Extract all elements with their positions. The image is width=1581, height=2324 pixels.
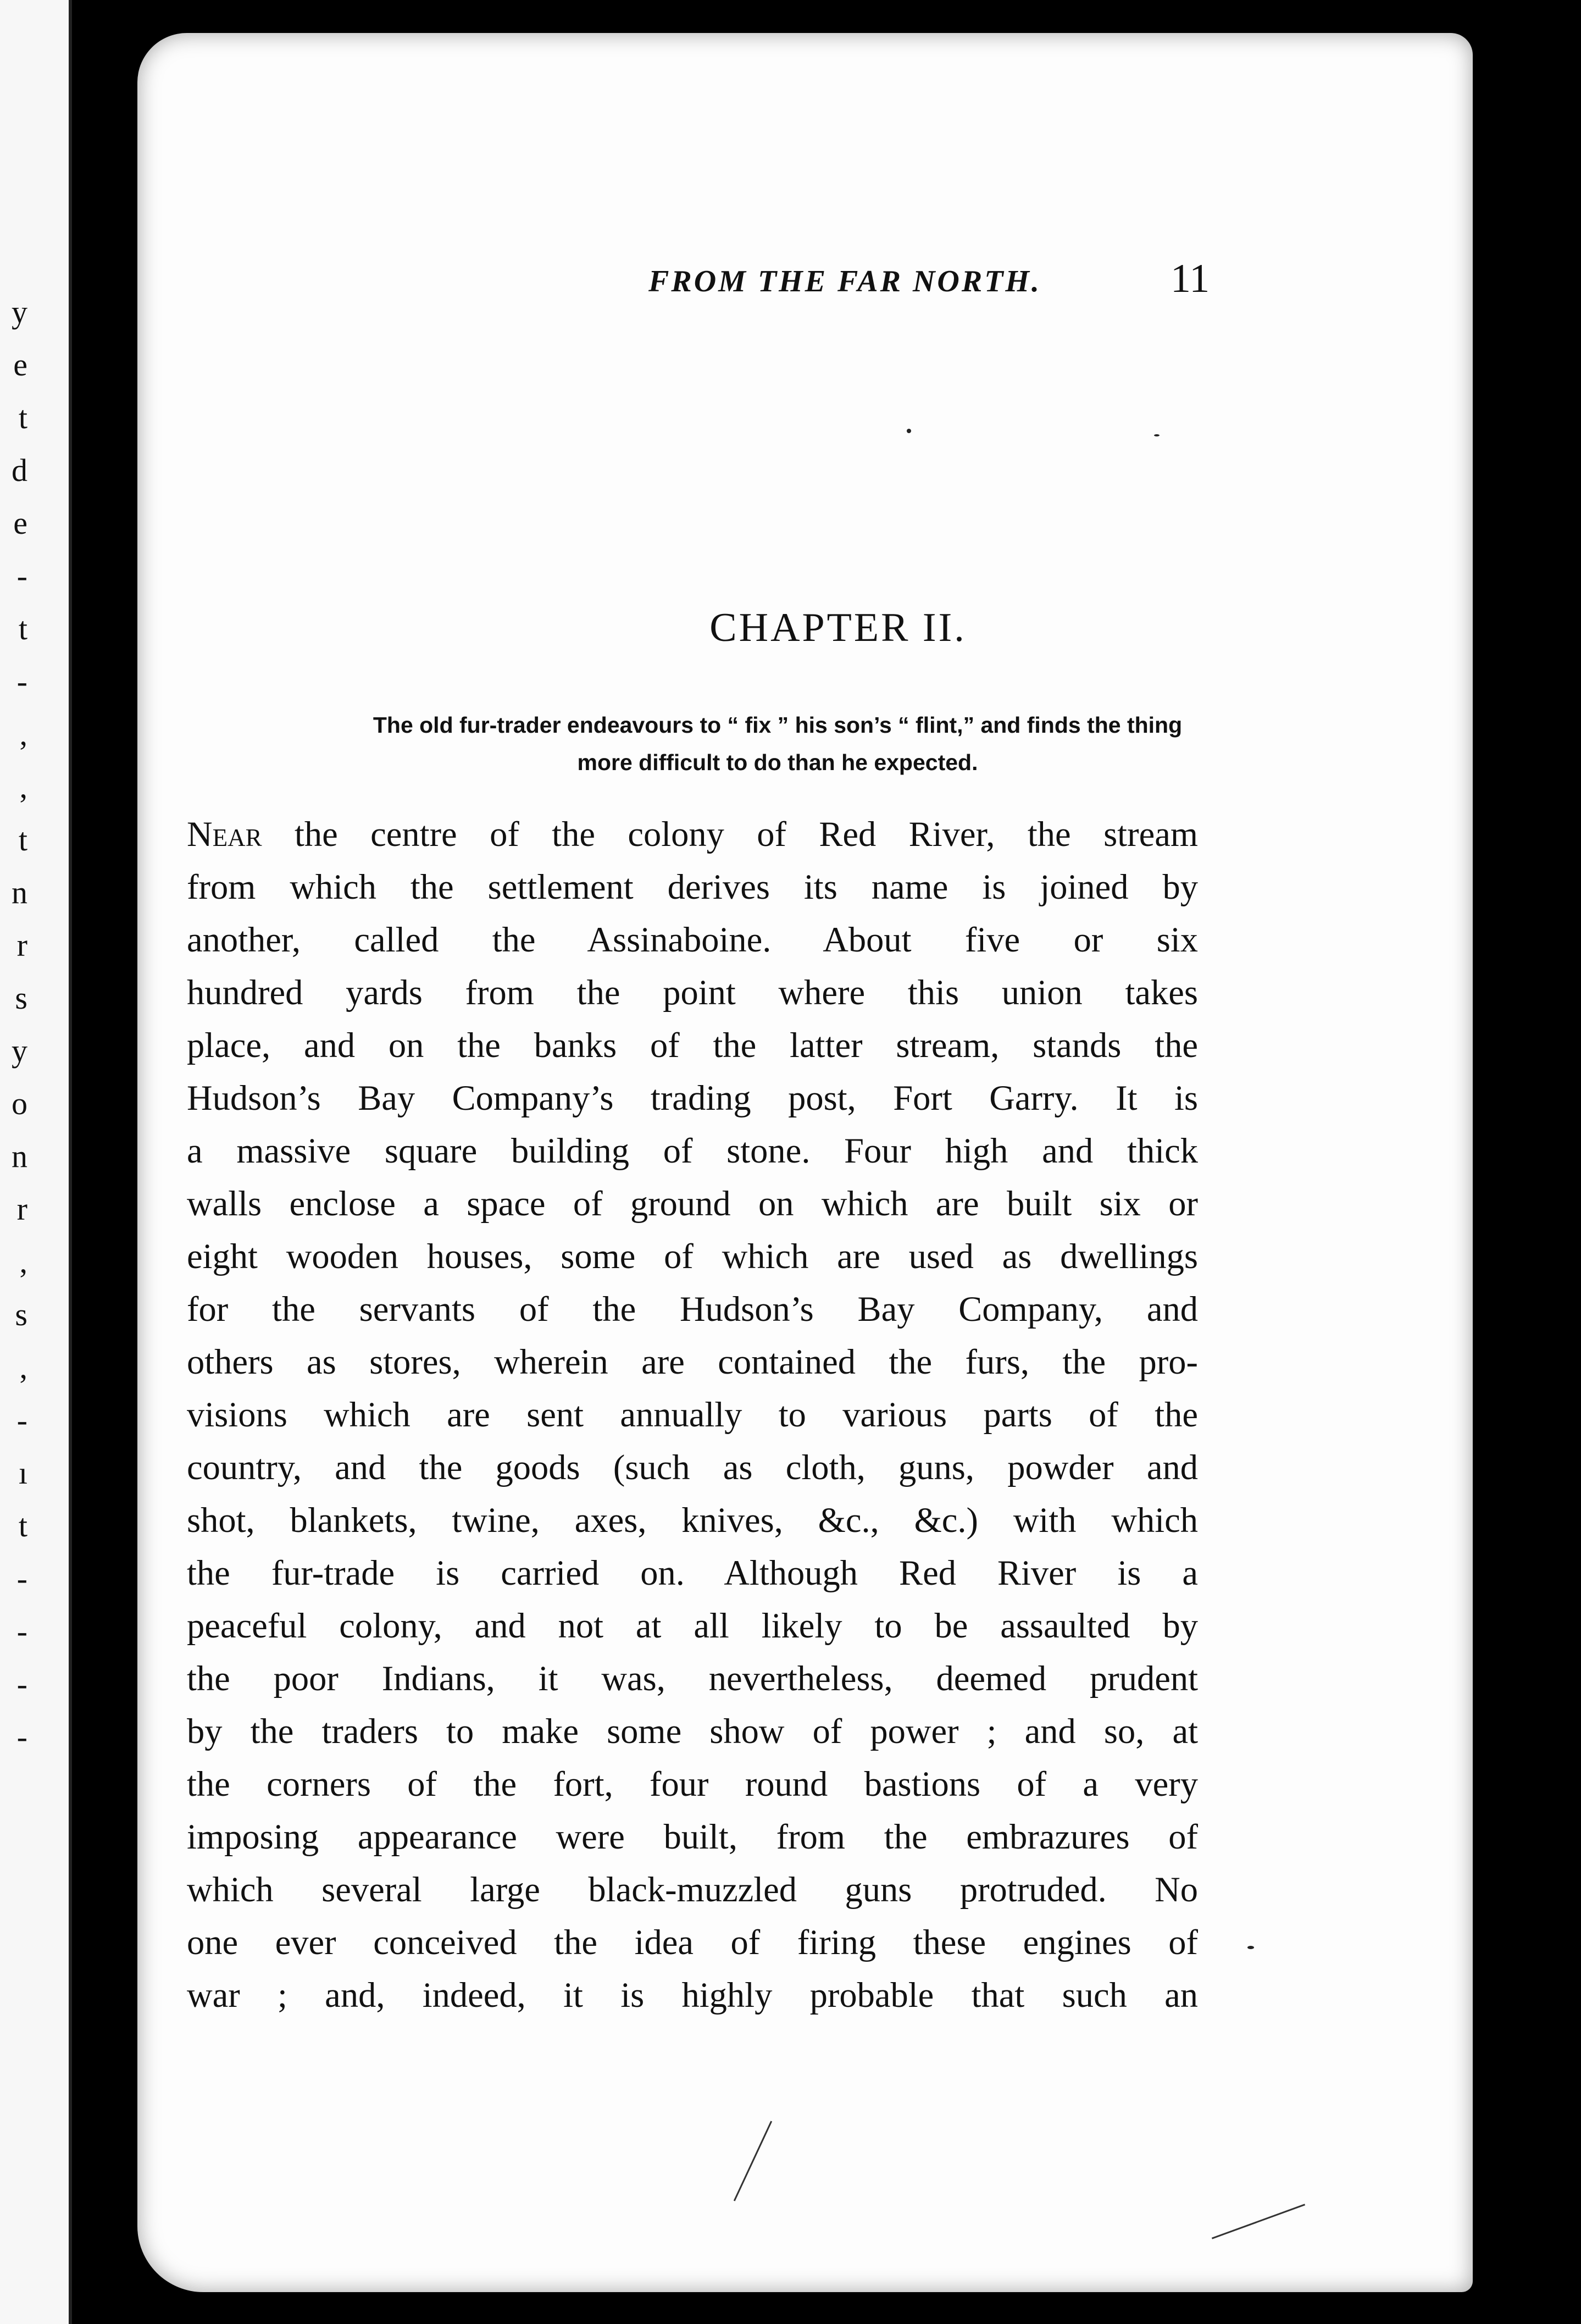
adjacent-page-strip bbox=[0, 0, 72, 2324]
body-line: eight wooden houses, some of which are used as dwellings bbox=[187, 1237, 1198, 1276]
adjacent-page-char: r bbox=[16, 927, 27, 963]
adjacent-page-char: - bbox=[16, 1719, 27, 1755]
adjacent-page-char: t bbox=[18, 1508, 27, 1543]
body-line: by the traders to make some show of power ; and so, at bbox=[187, 1712, 1198, 1751]
body-line: the fur-trade is carried on. Although Red River is a bbox=[187, 1553, 1198, 1592]
book-page bbox=[137, 33, 1473, 2292]
adjacent-page-char: y bbox=[12, 1033, 27, 1069]
adjacent-page-char: - bbox=[16, 1613, 27, 1649]
body-line bbox=[187, 808, 1198, 861]
scan-speck bbox=[1154, 434, 1160, 436]
adjacent-page-char: - bbox=[16, 558, 27, 594]
adjacent-page-char: y bbox=[12, 294, 27, 330]
adjacent-page-char: , bbox=[19, 716, 27, 752]
adjacent-page-char: n bbox=[12, 1138, 27, 1174]
adjacent-page-char: , bbox=[19, 1349, 27, 1385]
body-line: for the servants of the Hudson’s Bay Company, and bbox=[187, 1290, 1198, 1329]
adjacent-page-char: t bbox=[18, 400, 27, 435]
adjacent-page-char: - bbox=[16, 1561, 27, 1596]
body-line: from which the settlement derives its name is joined by bbox=[187, 867, 1198, 906]
adjacent-page-char: t bbox=[18, 822, 27, 857]
body-line: country, and the goods (such as cloth, guns, powder and bbox=[187, 1448, 1198, 1487]
adjacent-page-char: - bbox=[16, 663, 27, 699]
body-line: a massive square building of stone. Four high and thick bbox=[187, 1131, 1198, 1170]
chapter-summary-line: The old fur-trader endeavours to “ fix ” his son’s “ flint,” and finds the thing bbox=[373, 712, 1183, 738]
adjacent-page-char: r bbox=[16, 1191, 27, 1227]
body-line: hundred yards from the point where this union takes bbox=[187, 973, 1198, 1012]
body-line-text: the centre of the colony of Red River, the stream bbox=[262, 815, 1198, 854]
adjacent-page-char: s bbox=[15, 980, 27, 1016]
body-line: the poor Indians, it was, nevertheless, deemed prudent bbox=[187, 1659, 1198, 1698]
body-line: war ; and, indeed, it is highly probable that such an bbox=[187, 1976, 1198, 2015]
adjacent-page-char: o bbox=[12, 1086, 27, 1121]
body-line: others as stores, wherein are contained the furs, the pro- bbox=[187, 1342, 1198, 1381]
body-line: place, and on the banks of the latter stream, stands the bbox=[187, 1026, 1198, 1065]
body-line: another, called the Assinaboine. About five or six bbox=[187, 920, 1198, 959]
scan-speck bbox=[1247, 1946, 1254, 1949]
scan-scratch bbox=[734, 2121, 772, 2201]
body-line: which several large black-muzzled guns protruded. No bbox=[187, 1870, 1198, 1909]
page-number: 11 bbox=[1171, 256, 1210, 301]
running-head: FROM THE FAR NORTH. bbox=[648, 264, 1041, 298]
adjacent-page-char: , bbox=[19, 1244, 27, 1280]
adjacent-page-char: ı bbox=[18, 1455, 27, 1491]
adjacent-page-char: e bbox=[13, 505, 27, 541]
adjacent-page-char: s bbox=[15, 1297, 27, 1332]
body-line: the corners of the fort, four round bastions of a very bbox=[187, 1764, 1198, 1803]
adjacent-page-char: - bbox=[16, 1402, 27, 1438]
adjacent-page-char: - bbox=[16, 1666, 27, 1702]
chapter-title: CHAPTER II. bbox=[709, 605, 967, 650]
body-line: one ever conceived the idea of firing these engines of bbox=[187, 1923, 1198, 1962]
body-line: Hudson’s Bay Company’s trading post, Fort Garry. It is bbox=[187, 1078, 1198, 1117]
adjacent-page-text-edge bbox=[0, 286, 27, 1935]
adjacent-page-char: t bbox=[18, 611, 27, 646]
adjacent-page-char: d bbox=[12, 452, 27, 488]
body-line: walls enclose a space of ground on which are built six or bbox=[187, 1184, 1198, 1223]
chapter-summary bbox=[212, 706, 1344, 781]
body-line: imposing appearance were built, from the embrazures of bbox=[187, 1817, 1198, 1856]
body-text bbox=[187, 808, 1198, 2022]
body-line: shot, blankets, twine, axes, knives, &c., &c.) with which bbox=[187, 1501, 1198, 1540]
adjacent-page-char: n bbox=[12, 875, 27, 910]
adjacent-page-char: e bbox=[13, 347, 27, 383]
scan-scratch bbox=[1212, 2204, 1305, 2239]
body-line: visions which are sent annually to various parts of the bbox=[187, 1395, 1198, 1434]
body-line: peaceful colony, and not at all likely to be assaulted by bbox=[187, 1606, 1198, 1645]
adjacent-page-char: , bbox=[19, 769, 27, 805]
dropcap-word: Near bbox=[187, 815, 262, 854]
scan-speck bbox=[907, 429, 911, 433]
chapter-summary-line: more difficult to do than he expected. bbox=[577, 750, 978, 775]
